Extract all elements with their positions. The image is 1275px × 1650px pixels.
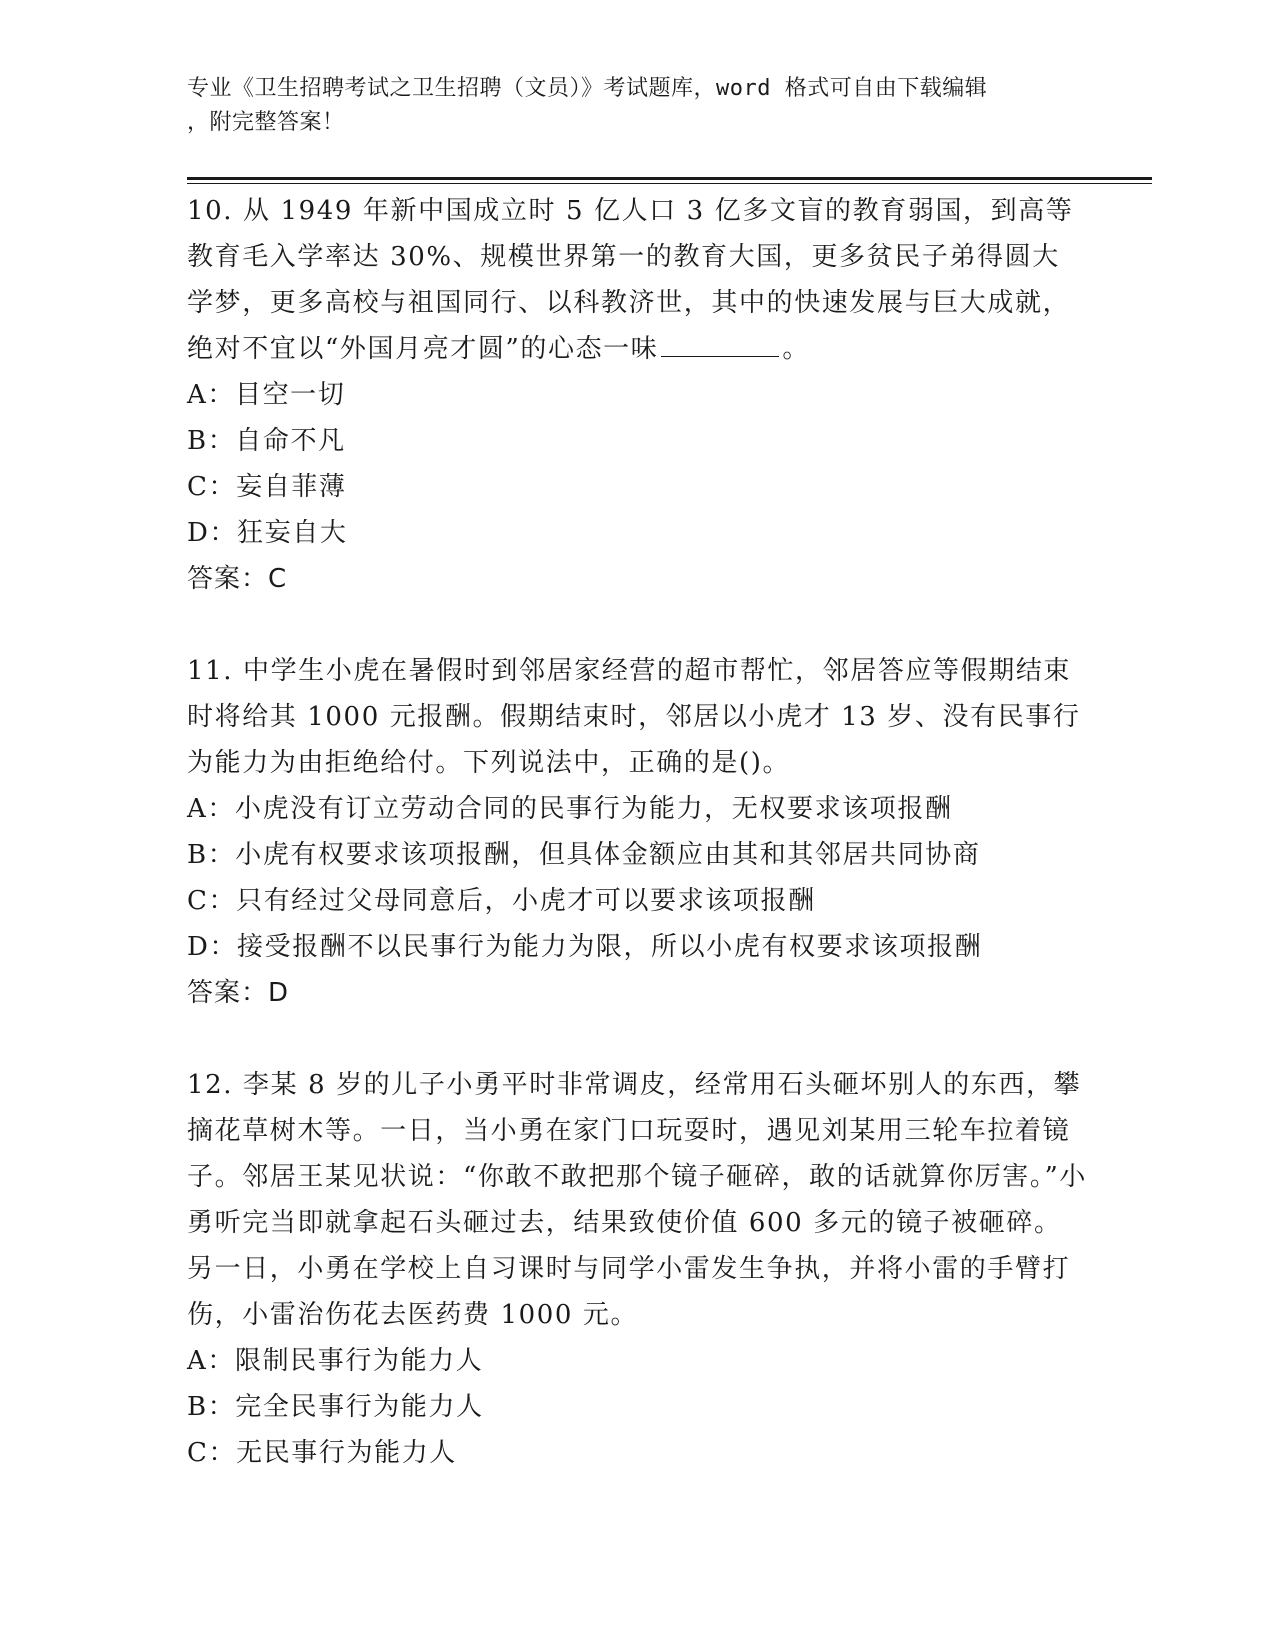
- question-text: [187, 188, 1087, 372]
- option-a: A：目空一切: [187, 380, 346, 410]
- question-12: [187, 1062, 1087, 1476]
- header-line-2: ，附完整答案！: [187, 110, 345, 135]
- question-11: [187, 648, 1087, 1016]
- spacer: [187, 602, 1087, 648]
- spacer: [187, 1016, 1087, 1062]
- header-divider-thick: [187, 177, 1152, 180]
- question-stem-end: 。: [782, 334, 810, 364]
- option-a: A：限制民事行为能力人: [187, 1346, 484, 1376]
- question-text: 12. 李某 8 岁的儿子小勇平时非常调皮，经常用石头砸坏别人的东西，攀摘花草树木等。一日，当小勇在家门口玩耍时，遇见刘某用三轮车拉着镜子。邻居王某见状说：“你敢不敢把那个镜子砸碎，敢的话就算你厉害。”小勇听完当即就拿起石头砸过去，结果致使价值 600 多元的镜子被砸碎。另一日，小勇在学校上自习课时与同学小雷发生争执，并将小雷的手臂打伤，小雷治伤花去医药费 1000 元。: [187, 1070, 1087, 1330]
- question-text: 11. 中学生小虎在暑假时到邻居家经营的超市帮忙，邻居答应等假期结束时将给其 1000 元报酬。假期结束时，邻居以小虎才 13 岁、没有民事行为能力为由拒绝给付。下列说法中，正确的是()。: [187, 656, 1081, 778]
- header-divider-thin: [187, 183, 1152, 184]
- option-b: B：小虎有权要求该项报酬，但具体金额应由其和其邻居共同协商: [187, 840, 981, 870]
- question-list: [187, 188, 1087, 1476]
- question-stem: 10. 从 1949 年新中国成立时 5 亿人口 3 亿多文盲的教育弱国，到高等教育毛入学率达 30%、规模世界第一的教育大国，更多贫民子弟得圆大学梦，更多高校与祖国同行、以科教济世，其中的快速发展与巨大成就，绝对不宜以“外国月亮才圆”的心态一味: [187, 196, 1074, 364]
- option-c: C：只有经过父母同意后，小虎才可以要求该项报酬: [187, 886, 816, 916]
- fill-in-blank: [661, 332, 779, 357]
- option-b: B：自命不凡: [187, 426, 346, 456]
- question-10: [187, 188, 1087, 602]
- option-c: C：无民事行为能力人: [187, 1438, 457, 1468]
- document-header: [187, 72, 1087, 140]
- answer-label: 答案：C: [187, 564, 288, 594]
- option-d: D：接受报酬不以民事行为能力为限，所以小虎有权要求该项报酬: [187, 932, 983, 962]
- option-a: A：小虎没有订立劳动合同的民事行为能力，无权要求该项报酬: [187, 794, 953, 824]
- answer-label: 答案：D: [187, 978, 290, 1008]
- option-b: B：完全民事行为能力人: [187, 1392, 484, 1422]
- header-line-1: 专业《卫生招聘考试之卫生招聘（文员）》考试题库，word 格式可自由下载编辑: [187, 76, 988, 101]
- option-d: D：狂妄自大: [187, 518, 348, 548]
- option-c: C：妄自菲薄: [187, 472, 347, 502]
